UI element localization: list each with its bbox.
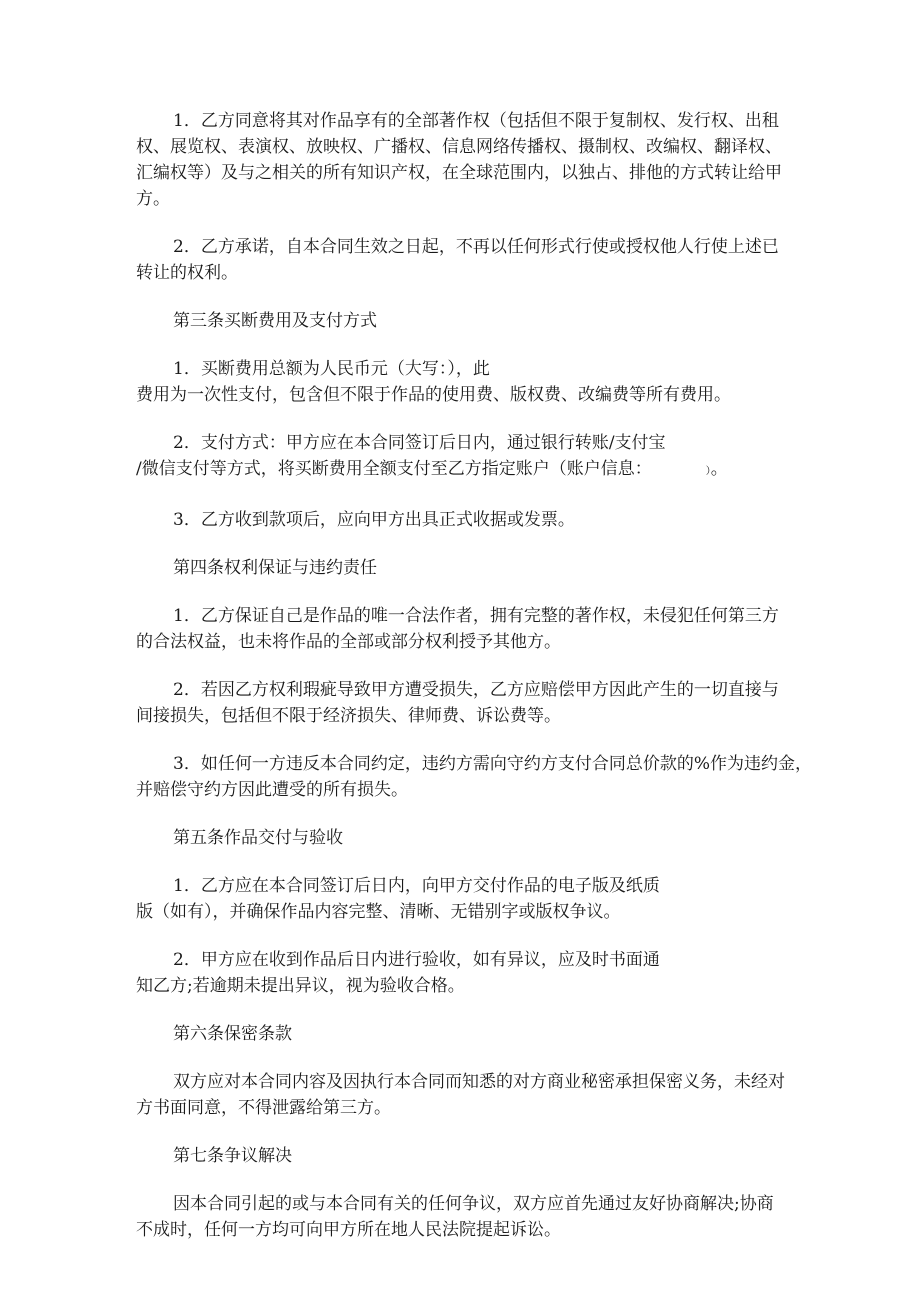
text-line: 费用为一次性支付，包含但不限于作品的使用费、版权费、改编费等所有费用。 (136, 385, 731, 405)
text-line: 的合法权益，也未将作品的全部或部分权利授予其他方。 (136, 632, 561, 652)
section-heading-article-3: 第三条买断费用及支付方式 (173, 311, 377, 331)
clause-paragraph-transfer-rights (136, 108, 786, 212)
clause-paragraph-receipt (136, 507, 786, 533)
text-line: 1．乙方保证自己是作品的唯一合法作者，拥有完整的著作权，未侵犯任何第三方 (173, 606, 779, 626)
text-line: 2．支付方式：甲方应在本合同签订后日内，通过银行转账/支付宝 (173, 433, 666, 453)
text-line: 间接损失，包括但不限于经济损失、律师费、诉讼费等。 (136, 706, 561, 726)
text-line: 转让的权利。 (136, 263, 238, 283)
clause-paragraph-penalty (136, 751, 812, 803)
clause-paragraph-confidentiality (136, 1069, 786, 1121)
clause-paragraph-acceptance (136, 947, 786, 999)
text-segment: 。 (710, 459, 728, 479)
clause-paragraph-delivery (136, 873, 786, 925)
text-line: 2．若因乙方权利瑕疵导致甲方遭受损失，乙方应赔偿甲方因此产生的一切直接与 (173, 680, 779, 700)
text-line: 不成时，任何一方均可向甲方所在地人民法院提起诉讼。 (136, 1220, 561, 1240)
text-line: 方。 (136, 189, 170, 209)
clause-paragraph-fee-amount (136, 356, 786, 408)
clause-paragraph-compensation (136, 677, 786, 729)
text-segment: /微信支付等方式，将买断费用全额支付至乙方指定账户（账户信息： (136, 459, 652, 479)
clause-paragraph-warranty (136, 603, 786, 655)
clause-paragraph-payment-method (136, 430, 786, 485)
text-line: 2．乙方承诺，自本合同生效之日起，不再以任何形式行使或授权他人行使上述已 (173, 237, 779, 257)
text-line: 知乙方;若逾期未提出异议，视为验收合格。 (136, 976, 465, 996)
section-heading-article-5: 第五条作品交付与验收 (173, 828, 343, 848)
section-heading-article-7: 第七条争议解决 (173, 1146, 292, 1166)
text-line: 1．乙方应在本合同签订后日内，向甲方交付作品的电子版及纸质 (173, 876, 660, 896)
clause-paragraph-dispute (136, 1191, 786, 1243)
text-line: 3．如任何一方违反本合同约定，违约方需向守约方支付合同总价款的%作为违约金， (173, 754, 812, 774)
section-heading-article-4: 第四条权利保证与违约责任 (173, 558, 377, 578)
text-line: 版（如有），并确保作品内容完整、清晰、无错别字或版权争议。 (136, 902, 621, 922)
text-line: 并赔偿守约方因此遭受的所有损失。 (136, 780, 408, 800)
text-line (136, 456, 786, 485)
text-line: 1．乙方同意将其对作品享有的全部著作权（包括但不限于复制权、发行权、出租 (173, 111, 779, 131)
text-line: 方书面同意，不得泄露给第三方。 (136, 1098, 391, 1118)
text-line: 3．乙方收到款项后，应向甲方出具正式收据或发票。 (173, 510, 575, 530)
text-line: 权、展览权、表演权、放映权、广播权、信息网络传播权、摄制权、改编权、翻译权、 (136, 137, 782, 157)
section-heading-article-6: 第六条保密条款 (173, 1024, 292, 1044)
text-line: 双方应对本合同内容及因执行本合同而知悉的对方商业秘密承担保密义务，未经对 (173, 1072, 785, 1092)
text-segment: ） (705, 466, 711, 477)
clause-paragraph-commitment (136, 234, 786, 286)
text-line: 1．买断费用总额为人民币元（大写：），此 (173, 359, 490, 379)
text-line: 因本合同引起的或与本合同有关的任何争议，双方应首先通过友好协商解决;协商 (173, 1194, 774, 1214)
contract-document (136, 108, 812, 1265)
text-line: 2．甲方应在收到作品后日内进行验收，如有异议，应及时书面通 (173, 950, 660, 970)
text-line: 汇编权等）及与之相关的所有知识产权，在全球范围内，以独占、排他的方式转让给甲 (136, 163, 782, 183)
